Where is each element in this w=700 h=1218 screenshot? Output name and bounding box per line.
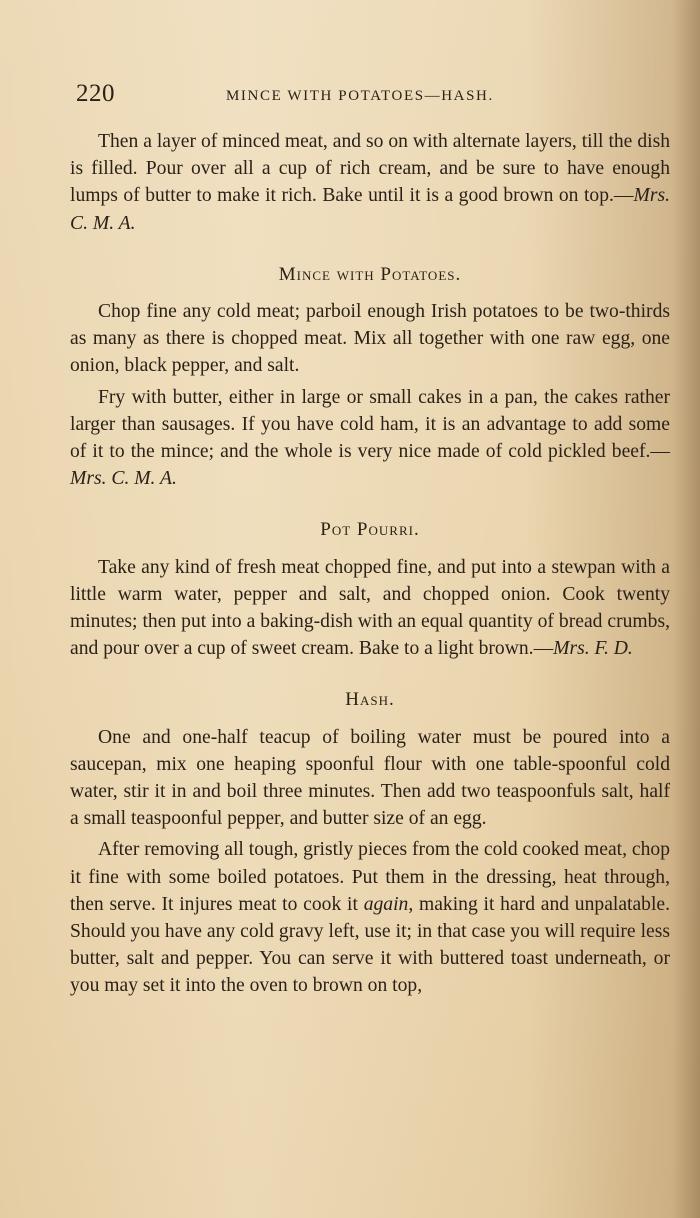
hash-paragraph-2 — [70, 836, 670, 999]
pot-pourri-text: Take any kind of fresh meat chopped fine, and put into a stewpan with a little warm water, pepper and salt, and chopped onion. Cook twenty minutes; then put into a baking-dish with an equal quantity of bread crumbs, and pour over a cup of sweet cream. Bake to a light brown.— — [70, 556, 670, 660]
page-body — [70, 128, 670, 1004]
page-number: 220 — [76, 80, 115, 107]
intro-signature: Mrs. C. M. A. — [70, 185, 670, 234]
hash-paragraph-2-after: , making it hard and unpalatable. Should you have any cold gravy left, use it; in that case you will require less butter, salt and pepper. You can serve it with buttered toast underneath, or you may set it into the oven to brown on top, — [70, 893, 671, 997]
mince-paragraph-2 — [70, 384, 670, 493]
intro-paragraph — [70, 128, 670, 237]
mince-paragraph-2-text: Fry with butter, either in large or small cakes in a pan, the cakes rather larger than sausages. If you have cold ham, it is an advantage to add some of it to the mince; and the whole is very nice made of cold pickled beef.— — [70, 386, 670, 463]
pot-pourri-signature: Mrs. F. D. — [553, 638, 633, 660]
hash-paragraph-1: One and one-half teacup of boiling water must be poured into a saucepan, mix one heaping spoonful flour with one table-spoonful cold water, stir it in and boil three minutes. Then add two teaspoonfuls salt, half a small teaspoonful pepper, and butter size of an egg. — [70, 726, 670, 830]
pot-pourri-title: Pot Pourri. — [320, 519, 420, 541]
hash-emphasis: again — [363, 893, 409, 915]
mince-paragraph-1: Chop fine any cold meat; parboil enough Irish potatoes to be two-thirds as many as there is chopped meat. Mix all together with one raw egg, one onion, black pepper, and salt. — [70, 301, 670, 377]
mince-signature: Mrs. C. M. A. — [70, 468, 177, 490]
pot-pourri-paragraph — [70, 554, 670, 663]
hash-title: Hash. — [345, 689, 395, 711]
running-head: MINCE WITH POTATOES—HASH. — [226, 88, 494, 104]
hash-paragraph-2-before: After removing all tough, gristly pieces from the cold cooked meat, chop it fine with some boiled potatoes. Put them in the dressing, heat through, then serve. It injures meat to cook it — [70, 839, 670, 915]
page-header — [76, 80, 636, 112]
mince-title: Mince with Potatoes. — [278, 263, 462, 285]
intro-text: Then a layer of minced meat, and so on with alternate layers, till the dish is filled. Pour over all a cup of rich cream, and be sure to have enough lumps of butter to make it rich. Bake until it is a good brown on top.— — [70, 131, 670, 207]
